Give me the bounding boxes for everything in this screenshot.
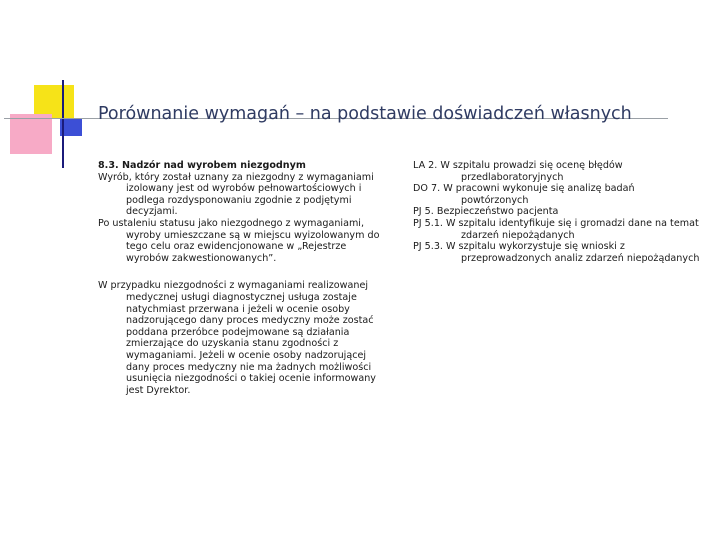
list-item: PJ 5.1. W szpitalu identyfikuje się i gromadzi dane na temat zdarzeń niepożądanych xyxy=(413,217,699,241)
right-column xyxy=(413,160,703,264)
left-column xyxy=(98,160,388,396)
paragraph: Po ustaleniu statusu jako niezgodnego z wymaganiami, wyroby umieszczane są w miejscu wyizolowanym do tego celu oraz ewidencjonowane w „Rejestrze wyrobów zakwestionowanych”. xyxy=(98,217,380,264)
paragraph: W przypadku niezgodności z wymaganiami realizowanej medycznej usługi diagnostycznej usługa zostaje natychmiast przerwana i jeżeli w ocenie osoby nadzorującego dany proces medyczny może zostać poddana przeróbce podejmowane są działania zmierzające do uzyskania stanu zgodności z wymaganiami. Jeżeli w ocenie osoby nadzorującej dany proces medyczny nie ma żadnych możliwości usunięcia niezgodności o takiej ocenie informowany jest Dyrektor. xyxy=(98,280,376,396)
list-item: PJ 5. Bezpieczeństwo pacjenta xyxy=(413,206,559,218)
section-heading: 8.3. Nadzór nad wyrobem niezgodnym xyxy=(98,160,306,171)
page-title: Porównanie wymagań – na podstawie doświadczeń własnych xyxy=(98,104,632,124)
paragraph: Wyrób, który został uznany za niezgodny z wymaganiami izolowany jest od wyrobów pełnowartościowych i podlega rozdysponowaniu zgodnie z podjętymi decyzjami. xyxy=(98,171,374,218)
spacer xyxy=(98,264,388,280)
list-item: DO 7. W pracowni wykonuje się analizę badań powtórzonych xyxy=(413,183,635,206)
decor-vertical-line xyxy=(62,80,64,168)
list-item: PJ 5.3. W szpitalu wykorzystuje się wnioski z przeprowadzonych analiz zdarzeń niepożądanych xyxy=(413,241,700,264)
list-item: LA 2. W szpitalu prowadzi się ocenę błędów przedlaboratoryjnych xyxy=(413,160,623,183)
decor-pink-square xyxy=(10,114,52,154)
